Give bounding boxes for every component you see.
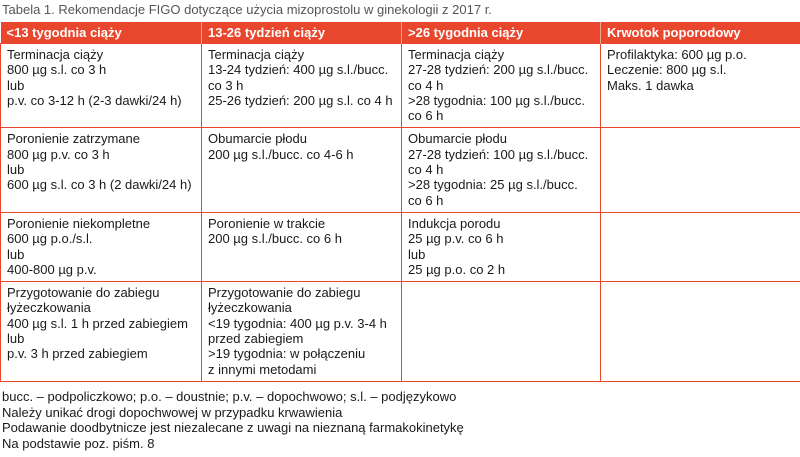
cell-line: Leczenie: 800 µg s.l.	[607, 62, 727, 78]
table-cell-empty	[601, 128, 800, 212]
cell-line: Terminacja ciąży	[208, 47, 305, 62]
table-cell	[402, 212, 601, 281]
cell-line: Obumarcie płodu	[208, 131, 307, 147]
table-row	[1, 282, 800, 382]
cell-line: lub	[7, 77, 25, 93]
cell-line: co 6 h	[408, 108, 444, 124]
cell-line: 27-28 tydzień: 200 µg s.l./bucc.	[408, 62, 589, 78]
cell-line: Poronienie zatrzymane	[7, 131, 140, 147]
cell-line: p.v. 3 h przed zabiegiem	[7, 346, 148, 362]
table-cell	[202, 282, 402, 382]
cell-line: 25 µg p.o. co 2 h	[408, 261, 506, 277]
cell-line: <19 tygodnia: 400 µg p.v. 3-4 h	[208, 315, 387, 331]
cell-line: p.v. co 3-12 h (2-3 dawki/24 h)	[7, 92, 182, 108]
table-footnotes	[2, 389, 464, 451]
cell-line: 25-26 tydzień: 200 µg s.l. co 4 h	[208, 92, 393, 108]
cell-line: Przygotowanie do zabiegu	[7, 285, 160, 301]
cell-line: lub	[7, 246, 25, 262]
cell-line: łyżeczkowania	[7, 300, 91, 316]
header-postpartum-hemorrhage: Krwotok poporodowy	[601, 22, 800, 44]
table-cell	[402, 44, 601, 128]
table-cell	[1, 44, 202, 128]
table-cell	[601, 44, 800, 128]
cell-line: lub	[7, 331, 25, 347]
table-cell	[1, 212, 202, 281]
table-row	[1, 212, 800, 281]
footnote-rectal-route: Podawanie doodbytnicze jest niezalecane z uwagi na nieznaną farmakokinetykę	[2, 420, 464, 435]
cell-line: przed zabiegiem	[208, 331, 304, 347]
table-row	[1, 128, 800, 212]
footnote-abbreviations: bucc. – podpoliczkowo; p.o. – doustnie; p.v. – dopochwowo; s.l. – podjęzykowo	[2, 389, 457, 404]
cell-line: >28 tygodnia: 25 µg s.l./bucc.	[408, 177, 578, 193]
cell-line: z innymi metodami	[208, 361, 317, 377]
cell-line: co 3 h	[208, 77, 244, 93]
cell-line: lub	[408, 246, 426, 262]
cell-line: Poronienie w trakcie	[208, 215, 326, 231]
cell-line: 400 µg s.l. 1 h przed zabiegiem	[7, 315, 188, 331]
table-cell	[202, 212, 402, 281]
table-cell-empty	[601, 212, 800, 281]
cell-line: 200 µg s.l./bucc. co 4-6 h	[208, 146, 354, 162]
table-cell	[1, 282, 202, 382]
table-header-row	[1, 22, 800, 44]
cell-line: co 4 h	[408, 162, 444, 178]
header-over-26-weeks: >26 tygodnia ciąży	[402, 22, 601, 44]
table-caption: Tabela 1. Rekomendacje FIGO dotyczące użycia mizoprostolu w ginekologii z 2017 r.	[2, 2, 492, 17]
table-cell	[202, 128, 402, 212]
table-row	[1, 44, 800, 128]
cell-line: Przygotowanie do zabiegu	[208, 285, 361, 301]
cell-line: 200 µg s.l./bucc. co 6 h	[208, 231, 342, 247]
cell-line: Terminacja ciąży	[7, 47, 104, 62]
cell-line: Poronienie niekompletne	[7, 215, 151, 231]
header-13-26-weeks: 13-26 tydzień ciąży	[202, 22, 402, 44]
cell-line: 600 µg s.l. co 3 h (2 dawki/24 h)	[7, 177, 192, 193]
table-cell	[402, 128, 601, 212]
cell-line: 400-800 µg p.v.	[7, 261, 97, 277]
table-cell	[202, 44, 402, 128]
cell-line: 27-28 tydzień: 100 µg s.l./bucc.	[408, 146, 589, 162]
cell-line: 13-24 tydzień: 400 µg s.l./bucc.	[208, 62, 389, 78]
cell-line: łyżeczkowania	[208, 300, 292, 316]
table-cell-empty	[601, 282, 800, 382]
footnote-vaginal-route: Należy unikać drogi dopochwowej w przypadku krwawienia	[2, 404, 343, 420]
cell-line: co 6 h	[408, 192, 444, 208]
cell-line: Maks. 1 dawka	[607, 77, 694, 93]
footnote-source: Na podstawie poz. piśm. 8	[2, 435, 155, 451]
cell-line: >28 tygodnia: 100 µg s.l./bucc.	[408, 92, 585, 108]
table-cell	[1, 128, 202, 212]
cell-line: 800 µg s.l. co 3 h	[7, 62, 107, 78]
cell-line: Profilaktyka: 600 µg p.o.	[607, 47, 747, 62]
figo-misoprostol-table	[0, 22, 800, 382]
cell-line: co 4 h	[408, 77, 444, 93]
cell-line: Obumarcie płodu	[408, 131, 507, 147]
cell-line: Terminacja ciąży	[408, 47, 505, 62]
cell-line: lub	[7, 162, 25, 178]
cell-line: >19 tygodnia: w połączeniu	[208, 346, 366, 362]
cell-line: 800 µg p.v. co 3 h	[7, 146, 110, 162]
cell-line: Indukcja porodu	[408, 215, 501, 231]
cell-line: 25 µg p.v. co 6 h	[408, 231, 504, 247]
header-under-13-weeks: <13 tygodnia ciąży	[1, 22, 202, 44]
cell-line: 600 µg p.o./s.l.	[7, 231, 93, 247]
table-cell-empty	[402, 282, 601, 382]
